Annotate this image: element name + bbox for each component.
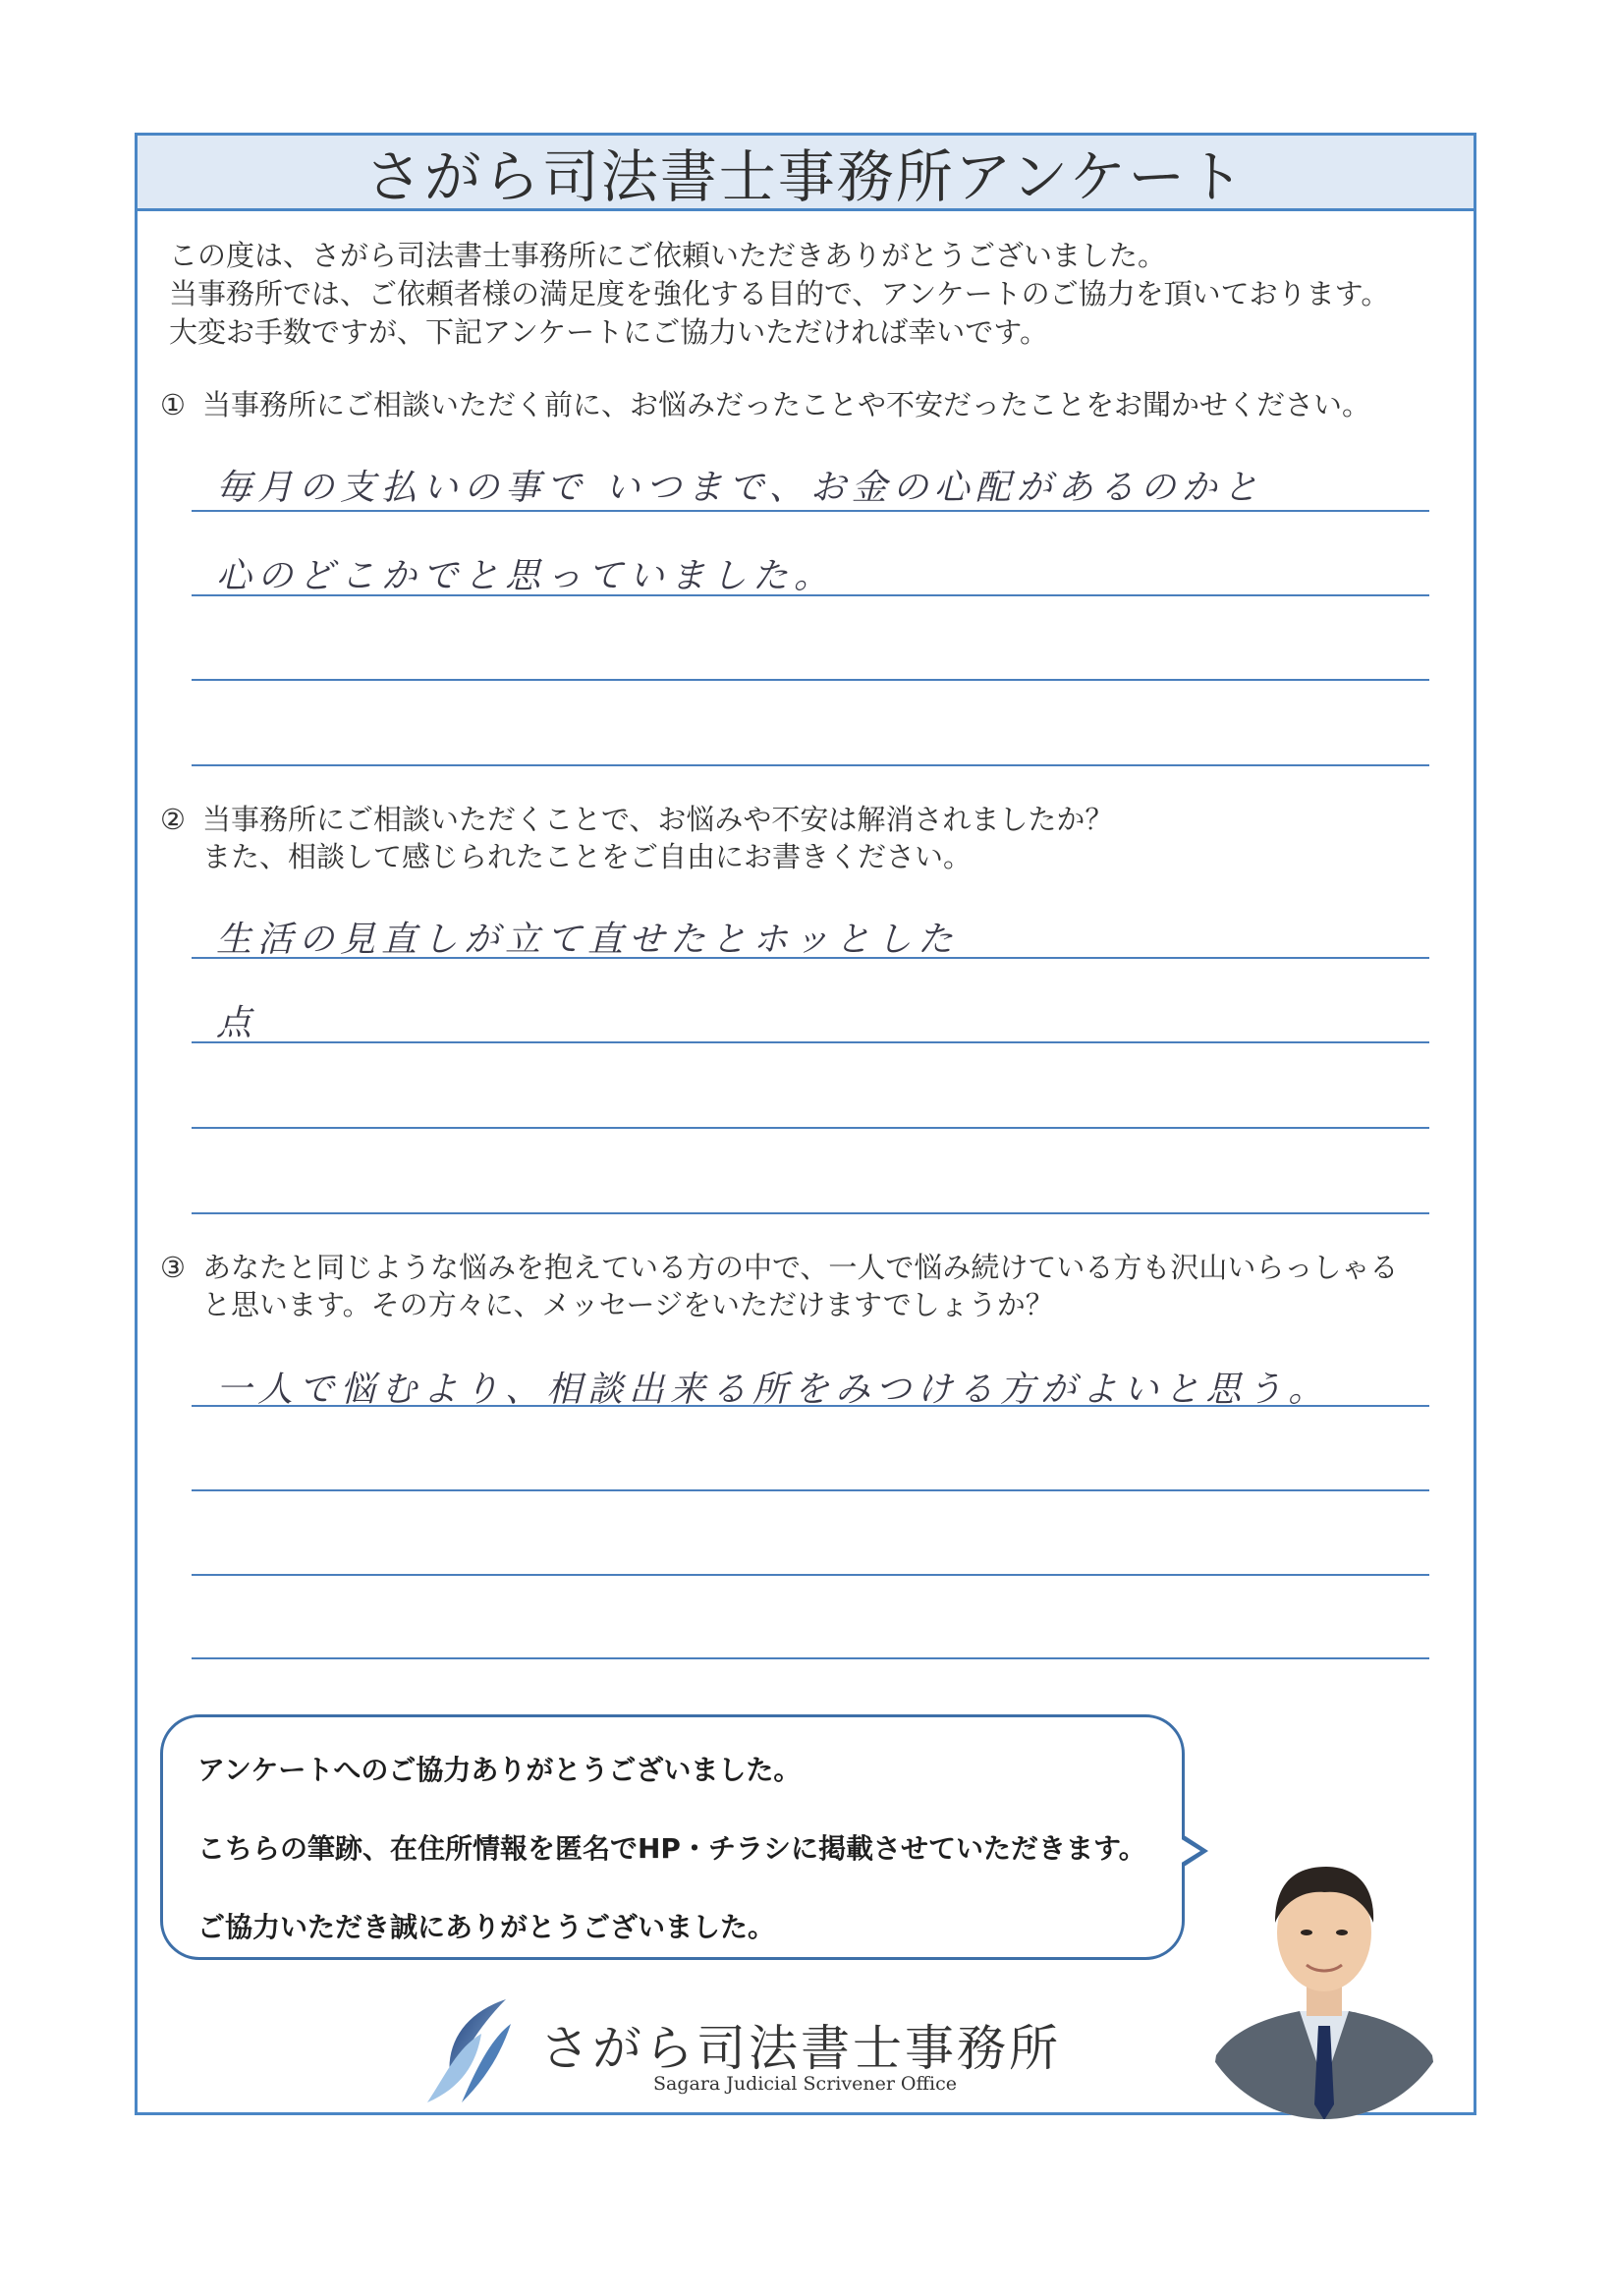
staff-photo-icon bbox=[1197, 1829, 1452, 2120]
answer-line bbox=[192, 1489, 1429, 1491]
answer-line bbox=[192, 1127, 1429, 1129]
answer-line bbox=[192, 957, 1429, 959]
intro-line: この度は、さがら司法書士事務所にご依頼いただきありがとうございました。 bbox=[169, 239, 1167, 272]
bubble-line: アンケートへのご協力ありがとうございました。 bbox=[197, 1754, 802, 1786]
answer-line bbox=[192, 1041, 1429, 1043]
answer-text: 心のどこかでと思っていました。 bbox=[216, 556, 836, 596]
intro-line: 当事務所では、ご依頼者様の満足度を強化する目的で、アンケートのご協力を頂いております。 bbox=[169, 277, 1390, 310]
question-number: ② bbox=[160, 803, 186, 836]
question-1 bbox=[153, 386, 1450, 423]
question-text: あなたと同じような悩みを抱えている方の中で、一人で悩み続けている方も沢山いらっしゃる bbox=[202, 1251, 1399, 1284]
answer-line bbox=[192, 1574, 1429, 1576]
bubble-line: こちらの筆跡、在住所情報を匿名でHP・チラシに掲載させていただきます。 bbox=[197, 1832, 1146, 1865]
office-name: さがら司法書士事務所 bbox=[540, 2020, 1061, 2077]
answer-line bbox=[192, 1405, 1429, 1407]
answer-text: 一人で悩むより、相談出来る所をみつける方がよいと思う。 bbox=[216, 1370, 1330, 1410]
intro-line: 大変お手数ですが、下記アンケートにご協力いただければ幸いです。 bbox=[169, 315, 1048, 349]
title-bar bbox=[138, 136, 1474, 211]
page-title: さがら司法書士事務所アンケート bbox=[364, 143, 1247, 210]
question-text: と思います。その方々に、メッセージをいただけますでしょうか？ bbox=[202, 1288, 1054, 1321]
thanks-bubble bbox=[160, 1714, 1185, 1960]
bubble-line: ご協力いただき誠にありがとうございました。 bbox=[197, 1911, 776, 1943]
answer-line bbox=[192, 764, 1429, 766]
answer-line bbox=[192, 594, 1429, 596]
question-2 bbox=[153, 801, 1450, 875]
question-text: また、相談して感じられたことをご自由にお書きください。 bbox=[202, 840, 973, 873]
answer-text: 毎月の支払いの事で いつまで、お金の心配があるのかと bbox=[216, 468, 1264, 508]
answer-line bbox=[192, 510, 1429, 512]
office-name-en: Sagara Judicial Scrivener Office bbox=[653, 2073, 957, 2095]
answer-line bbox=[192, 1212, 1429, 1214]
answer-text: 点 bbox=[216, 1003, 258, 1043]
answer-text: 生活の見直しが立て直せたとホッとした bbox=[216, 920, 960, 960]
question-number: ① bbox=[160, 388, 186, 421]
intro-text bbox=[169, 237, 1446, 352]
question-text: 当事務所にご相談いただく前に、お悩みだったことや不安だったことをお聞かせください。 bbox=[202, 388, 1371, 421]
answer-line bbox=[192, 679, 1429, 681]
answer-line bbox=[192, 1657, 1429, 1659]
question-text: 当事務所にご相談いただくことで、お悩みや不安は解消されましたか？ bbox=[202, 803, 1114, 836]
office-logo-icon bbox=[422, 1994, 530, 2112]
question-number: ③ bbox=[160, 1251, 186, 1284]
question-3 bbox=[153, 1249, 1450, 1323]
